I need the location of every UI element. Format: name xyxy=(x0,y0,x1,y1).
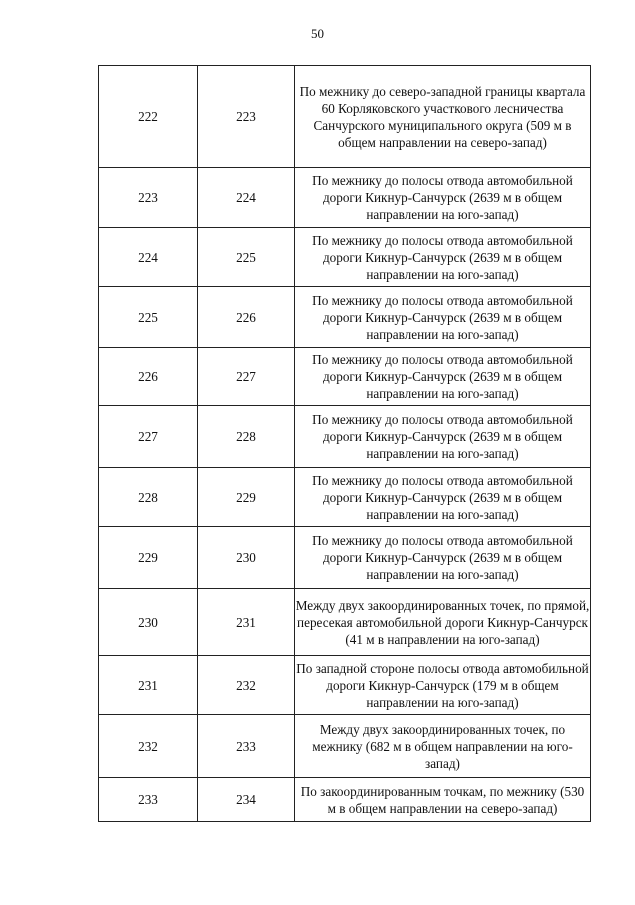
boundary-description-cell: По межнику до северо-западной границы квартала 60 Корляковского участкового лесничества Санчурского муниципального округа (509 м в общем направлении на северо-запад) xyxy=(295,66,591,168)
point-to-cell: 228 xyxy=(198,406,295,468)
point-from-cell: 233 xyxy=(99,778,198,822)
page-number: 50 xyxy=(311,26,324,41)
point-to-cell: 229 xyxy=(198,468,295,527)
table-row xyxy=(99,168,591,228)
point-from-cell: 223 xyxy=(99,168,198,228)
point-from-cell: 230 xyxy=(99,589,198,656)
point-from-cell: 224 xyxy=(99,228,198,287)
point-from-cell: 232 xyxy=(99,715,198,778)
point-to-cell: 233 xyxy=(198,715,295,778)
boundary-description-cell: По закоординированным точкам, по межнику (530 м в общем направлении на северо-запад) xyxy=(295,778,591,822)
boundary-table-body xyxy=(99,66,591,822)
boundary-description-cell: По межнику до полосы отвода автомобильной дороги Кикнур-Санчурск (2639 м в общем направлении на юго-запад) xyxy=(295,527,591,589)
point-from-cell: 225 xyxy=(99,287,198,348)
point-from-cell: 227 xyxy=(99,406,198,468)
point-from-cell: 231 xyxy=(99,656,198,715)
table-row xyxy=(99,468,591,527)
point-to-cell: 231 xyxy=(198,589,295,656)
table-row xyxy=(99,715,591,778)
boundary-description-cell: По западной стороне полосы отвода автомобильной дороги Кикнур-Санчурск (179 м в общем направлении на юго-запад) xyxy=(295,656,591,715)
point-to-cell: 226 xyxy=(198,287,295,348)
point-to-cell: 227 xyxy=(198,348,295,406)
point-from-cell: 222 xyxy=(99,66,198,168)
table-row xyxy=(99,228,591,287)
table-row xyxy=(99,406,591,468)
point-to-cell: 232 xyxy=(198,656,295,715)
boundary-description-cell: По межнику до полосы отвода автомобильной дороги Кикнур-Санчурск (2639 м в общем направлении на юго-запад) xyxy=(295,287,591,348)
table-row xyxy=(99,656,591,715)
point-to-cell: 224 xyxy=(198,168,295,228)
table-row xyxy=(99,66,591,168)
table-row xyxy=(99,527,591,589)
table-row xyxy=(99,287,591,348)
point-to-cell: 225 xyxy=(198,228,295,287)
point-to-cell: 230 xyxy=(198,527,295,589)
point-to-cell: 223 xyxy=(198,66,295,168)
boundary-description-cell: По межнику до полосы отвода автомобильной дороги Кикнур-Санчурск (2639 м в общем направлении на юго-запад) xyxy=(295,228,591,287)
point-to-cell: 234 xyxy=(198,778,295,822)
boundary-description-cell: По межнику до полосы отвода автомобильной дороги Кикнур-Санчурск (2639 м в общем направлении на юго-запад) xyxy=(295,406,591,468)
boundary-description-cell: По межнику до полосы отвода автомобильной дороги Кикнур-Санчурск (2639 м в общем направлении на юго-запад) xyxy=(295,168,591,228)
boundary-description-cell: Между двух закоординированных точек, по межнику (682 м в общем направлении на юго-запад) xyxy=(295,715,591,778)
boundary-description-cell: Между двух закоординированных точек, по прямой, пересекая автомобильной дороги Кикнур-Санчурск (41 м в направлении на юго-запад) xyxy=(295,589,591,656)
point-from-cell: 226 xyxy=(99,348,198,406)
boundary-description-cell: По межнику до полосы отвода автомобильной дороги Кикнур-Санчурск (2639 м в общем направлении на юго-запад) xyxy=(295,348,591,406)
boundary-table xyxy=(98,65,591,822)
table-row xyxy=(99,778,591,822)
table-row xyxy=(99,589,591,656)
point-from-cell: 228 xyxy=(99,468,198,527)
boundary-description-cell: По межнику до полосы отвода автомобильной дороги Кикнур-Санчурск (2639 м в общем направлении на юго-запад) xyxy=(295,468,591,527)
table-row xyxy=(99,348,591,406)
point-from-cell: 229 xyxy=(99,527,198,589)
